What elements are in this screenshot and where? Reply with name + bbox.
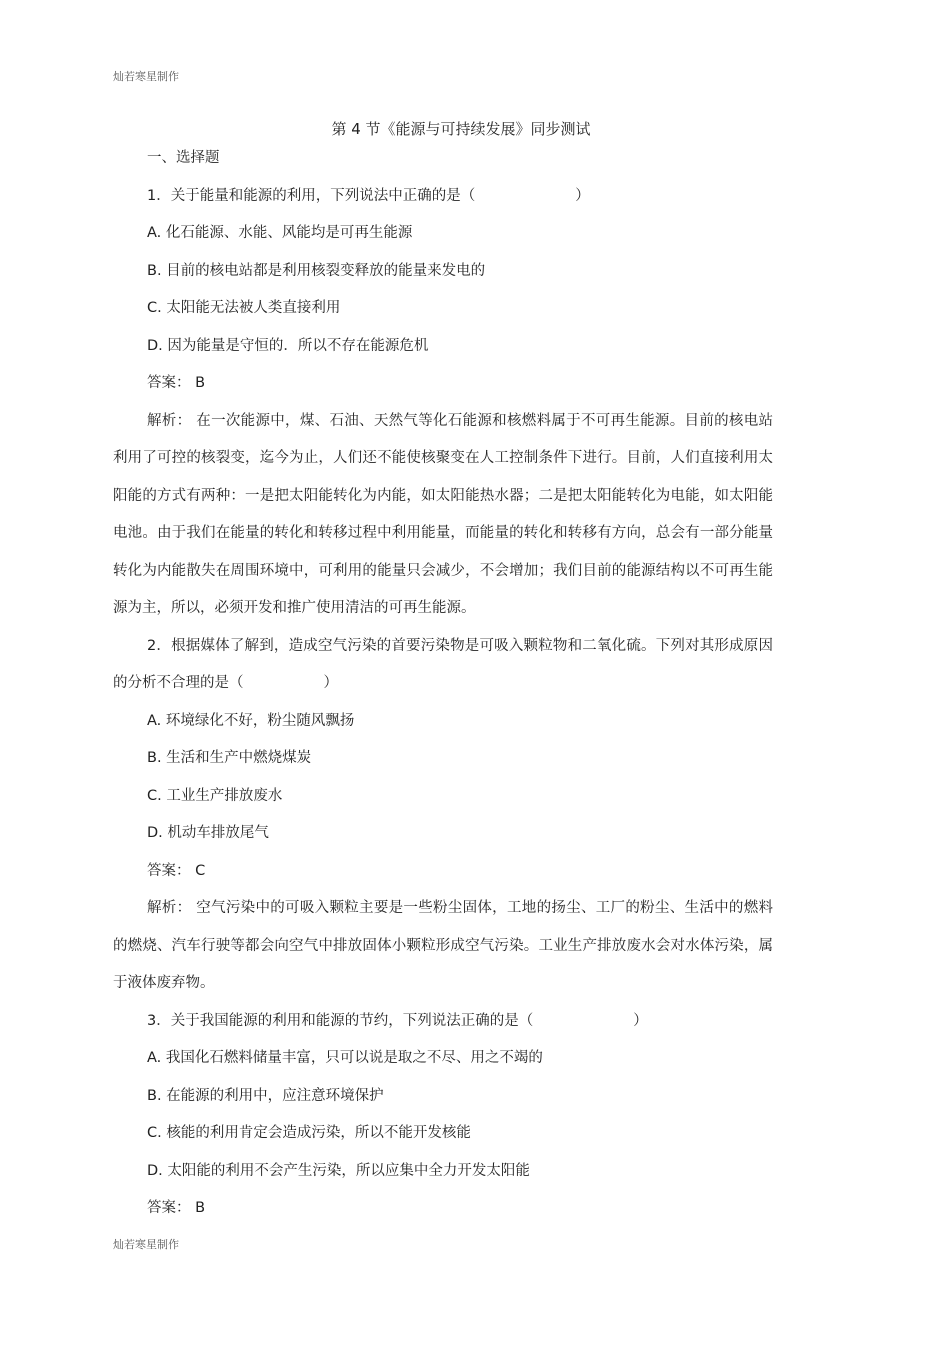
q1-option-c: C. 太阳能无法被人类直接利用 <box>147 300 341 316</box>
q2-stem-close: ） <box>323 675 338 691</box>
q2-option-a: A. 环境绿化不好，粉尘随风飘扬 <box>147 712 355 729</box>
q3-option-a: A. 我国化石燃料储量丰富，只可以说是取之不尽、用之不竭的 <box>147 1050 543 1066</box>
q2-option-c: C. 工业生产排放废水 <box>147 787 283 804</box>
q2-answer: 答案： C <box>147 862 206 879</box>
q2-option-b: B. 生活和生产中燃烧煤炭 <box>147 750 312 766</box>
q3-option-b: B. 在能源的利用中，应注意环境保护 <box>147 1087 384 1104</box>
q3-option-c: C. 核能的利用肯定会造成污染，所以不能开发核能 <box>147 1125 471 1141</box>
q1-analysis: 解析： 在一次能源中，煤、石油、天然气等化石能源和核燃料属于不可再生能源。目前的核电站利用了可控的核裂变，迄今为止，人们还不能使核聚变在人工控制条件下进行。目前，人们直接利用太阳能的方式有两种：一是把太阳能转化为内能，如太阳能热水器；二是把太阳能转化为电能，如太阳能电池。由于我们在能量的转化和转移过程中利用能量，而能量的转化和转移有方向，总会有一部分能量转化为内能散失在周围环境中，可利用的能量只会减少，不会增加；我们目前的能源结构以不可再生能源为主，所以，必须开发和推广使用清洁的可再生能源。 <box>113 412 773 616</box>
q1-stem <box>113 178 773 216</box>
q1-stem-text: 1．关于能量和能源的利用，下列说法中正确的是（ <box>147 187 476 204</box>
q1-option-d: D. 因为能量是守恒的．所以不存在能源危机 <box>147 337 429 354</box>
q1-option-b: B. 目前的核电站都是利用核裂变释放的能量来发电的 <box>147 262 486 279</box>
q1-stem-close: ） <box>575 187 590 204</box>
section-heading: 一、选择题 <box>147 150 220 166</box>
q3-stem-text: 3．关于我国能源的利用和能源的节约，下列说法正确的是（ <box>147 1012 534 1029</box>
q2-stem-text: 2．根据媒体了解到，造成空气污染的首要污染物是可吸入颗粒物和二氧化硫。下列对其形成原因的分析不合理的是（ <box>113 637 773 691</box>
page-title: 第 4 节《能源与可持续发展》同步测试 <box>331 120 591 138</box>
q2-stem <box>113 628 773 703</box>
q3-stem <box>113 1003 773 1041</box>
q1-option-a: A. 化石能源、水能、风能均是可再生能源 <box>147 225 413 241</box>
document-body <box>113 140 773 1228</box>
q3-answer: 答案： B <box>147 1200 206 1216</box>
header-watermark: 灿若寒星制作 <box>113 70 179 83</box>
q1-answer: 答案： B <box>147 375 206 391</box>
footer-watermark: 灿若寒星制作 <box>113 1238 179 1251</box>
q3-stem-close: ） <box>633 1012 648 1029</box>
q2-option-d: D. 机动车排放尾气 <box>147 825 269 841</box>
q3-option-d: D. 太阳能的利用不会产生污染，所以应集中全力开发太阳能 <box>147 1162 530 1179</box>
q2-analysis: 解析： 空气污染中的可吸入颗粒主要是一些粉尘固体，工地的扬尘、工厂的粉尘、生活中的燃料的燃烧、汽车行驶等都会向空气中排放固体小颗粒形成空气污染。工业生产排放废水会对水体污染，属于液体废弃物。 <box>113 900 773 991</box>
